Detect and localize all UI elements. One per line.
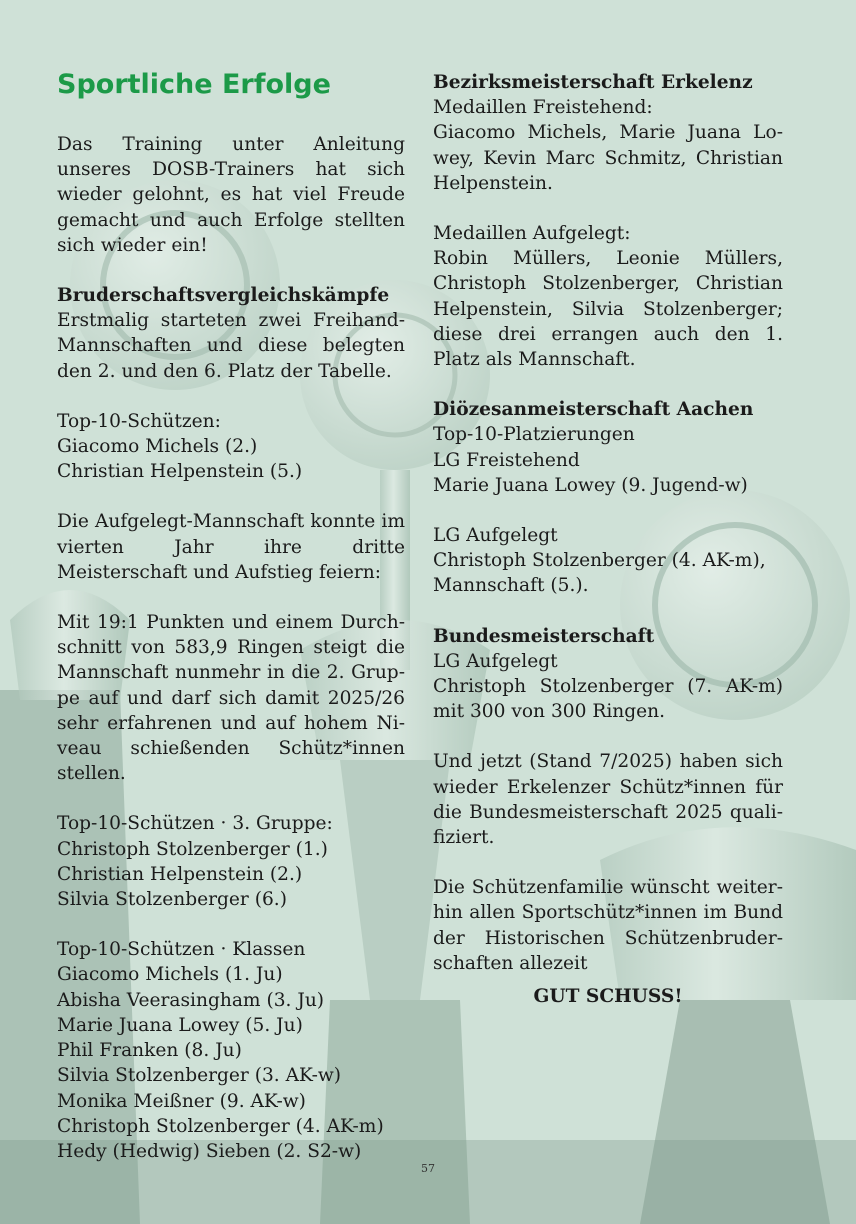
top10-a-block — [57, 409, 405, 485]
list-item: Christian Helpenstein (5.) — [57, 461, 303, 483]
dioezesan-sub2: LG Aufgelegt — [433, 525, 558, 547]
list-item: Abisha Veerasingham (3. Ju) — [57, 989, 325, 1011]
bruderschaft-text: Erstmalig starteten zwei Freihand-Mannschaften und diese belegten den 2. und den 6. Platz der Tabelle. — [57, 310, 405, 382]
top10-gruppe-block — [57, 811, 405, 912]
dioezesan-heading: Diözesanmeisterschaft Aachen — [433, 399, 754, 421]
list-item: Monika Meißner (9. AK-w) — [57, 1090, 306, 1112]
bezirk-aufgelegt-block — [433, 221, 783, 372]
list-item: Giacomo Michels (2.) — [57, 436, 258, 458]
list-item: Silvia Stolzenberger (6.) — [57, 889, 287, 911]
wunsch-block — [433, 875, 783, 1009]
punkte-text: Mit 19:1 Punkten und einem Durchschnitt von 583,9 Ringen steigt die Mannschaft nunmehr in die 2. Gruppe auf und darf sich damit 2025/26 sehr erfahrenen und auf hohem Niveau schießenden Schütz*innen stellen. — [57, 612, 405, 785]
bruderschaft-heading: Bruderschaftsvergleichskämpfe — [57, 285, 390, 307]
list-item: Christian Helpenstein (2.) — [57, 863, 303, 885]
dioezesan-aufgelegt-block — [433, 523, 783, 599]
closing-line: GUT SCHUSS! — [533, 986, 683, 1008]
aufgelegt-block — [57, 509, 405, 585]
intro-block — [57, 132, 405, 258]
punkte-block — [57, 610, 405, 786]
top10-klassen-block — [57, 937, 405, 1164]
dioezesan-line1: Top-10-Platzierungen — [433, 424, 635, 446]
bundes-text: Christoph Stolzenberger (7. AK-m) mit 300 von 300 Ringen. — [433, 676, 783, 723]
dioezesan-text2: Christoph Stolzenberger (4. AK-m), Mannschaft (5.). — [433, 550, 766, 597]
jetzt-text: Und jetzt (Stand 7/2025) haben sich wieder Erkelenzer Schütz*innen für die Bundesmeisterschaft 2025 qualifiziert. — [433, 751, 783, 849]
list-item: Giacomo Michels (1. Ju) — [57, 964, 283, 986]
top10-klassen-heading: Top-10-Schützen · Klassen — [57, 939, 306, 961]
dioezesan-line2: LG Freistehend — [433, 449, 580, 471]
bezirk-sub2: Medaillen Aufgelegt: — [433, 223, 631, 245]
bundes-heading: Bundesmeisterschaft — [433, 625, 655, 647]
list-item: Phil Franken (8. Ju) — [57, 1040, 242, 1062]
dioezesan-line3: Marie Juana Lowey (9. Jugend-w) — [433, 474, 748, 496]
list-item: Christoph Stolzenberger (4. AK-m) — [57, 1115, 384, 1137]
bruderschaft-block — [57, 283, 405, 384]
list-item: Marie Juana Lowey (5. Ju) — [57, 1014, 303, 1036]
aufgelegt-text: Die Aufgelegt-Mannschaft konnte im vierten Jahr ihre dritte Meisterschaft und Aufstieg feiern: — [57, 511, 405, 583]
bezirk-text1: Giacomo Michels, Marie Juana Lowey, Kevin Marc Schmitz, Christian Helpenstein. — [433, 122, 783, 194]
left-column — [57, 68, 405, 1189]
wunsch-text: Die Schützenfamilie wünscht weiterhin allen Sportschütz*innen im Bund der Historischen Schützenbruderschaften allezeit — [433, 877, 783, 974]
right-column — [433, 70, 783, 1034]
bundes-line1: LG Aufgelegt — [433, 650, 558, 672]
bezirk-text2: Robin Müllers, Leonie Müllers, Christoph Stolzenberger, Christian Helpenstein, Silvia Stolzenberger; diese drei errangen auch den 1. Platz als Mannschaft. — [433, 248, 783, 371]
top10-a-heading: Top-10-Schützen: — [57, 410, 221, 432]
bezirk-heading: Bezirksmeisterschaft Erkelenz — [433, 72, 753, 93]
list-item: Hedy (Hedwig) Sieben (2. S2-w) — [57, 1140, 362, 1162]
top10-gruppe-heading: Top-10-Schützen · 3. Gruppe: — [57, 813, 333, 835]
list-item: Silvia Stolzenberger (3. AK-w) — [57, 1065, 342, 1087]
bundes-block — [433, 624, 783, 725]
page-number: 57 — [421, 1162, 435, 1175]
dioezesan-block — [433, 397, 783, 498]
intro-paragraph: Das Training unter Anleitung unseres DOSB-Trainers hat sich wieder gelohnt, es hat viel Freude gemacht und auch Erfolge stellten sich wieder ein! — [57, 134, 405, 256]
jetzt-block — [433, 749, 783, 850]
page-title: Sportliche Erfolge — [57, 69, 331, 100]
bezirk-sub1: Medaillen Freistehend: — [433, 97, 653, 119]
list-item: Christoph Stolzenberger (1.) — [57, 838, 328, 860]
bezirk-block — [433, 70, 783, 196]
